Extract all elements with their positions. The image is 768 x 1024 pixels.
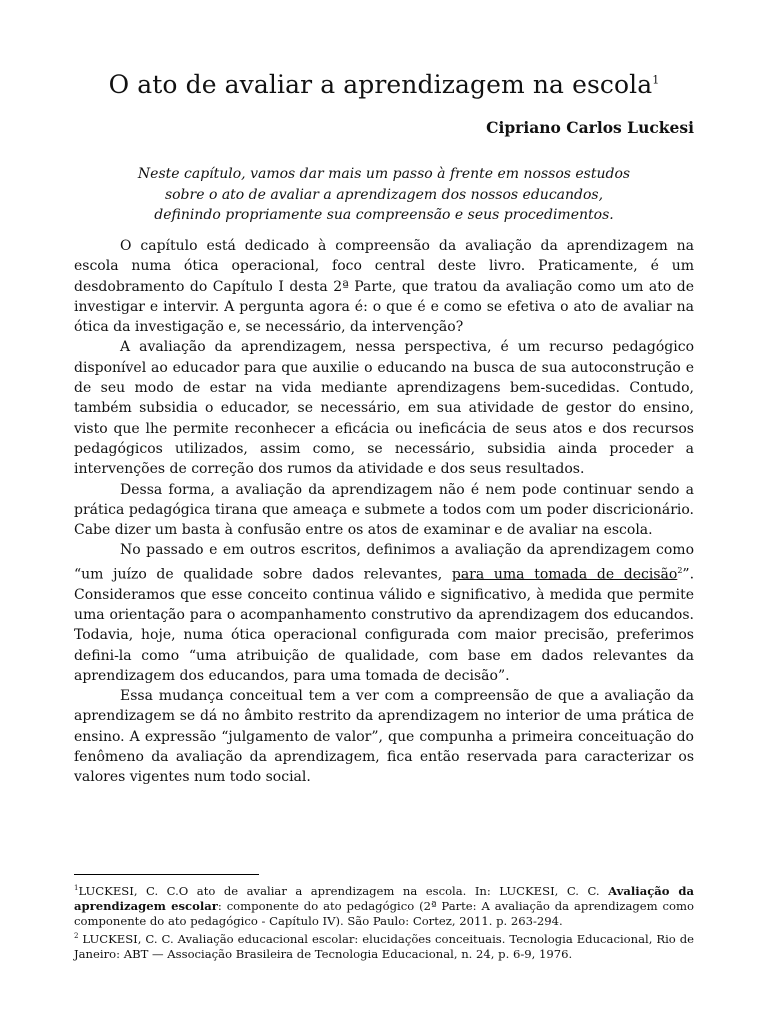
footnote-text: : componente do ato pedagógico (2ª Parte: A avaliação da aprendizagem como componente do ato pedagógico - Capítulo IV). São Paulo: Cortez, 2011. p. 263-294. <box>74 898 694 928</box>
epigraph-line: Neste capítulo, vamos dar mais um passo à frente em nossos estudos <box>137 166 631 182</box>
footnote-divider <box>74 874 259 875</box>
author-name: Cipriano Carlos Luckesi <box>486 118 694 137</box>
footnotes <box>74 881 694 962</box>
footnote-2 <box>74 929 694 962</box>
footnote-text: LUCKESI, C. C. Avaliação educacional escolar: elucidações conceituais. Tecnologia Educacional, Rio de Janeiro: ABT — Associação Brasileira de Tecnologia Educacional, n. 24, p. 6-9, 1976. <box>74 931 694 961</box>
paragraph: O capítulo está dedicado à compreensão da avaliação da aprendizagem na escola numa ótica operacional, foco central deste livro. Praticamente, é um desdobramento do Capítulo I desta 2ª Parte, que tratou da avaliação como um ato de investigar e intervir. A pergunta agora é: o que é e como se efetiva o ato de avaliar na ótica da investigação e, se necessário, da intervenção? <box>74 238 694 336</box>
footnote-1 <box>74 881 694 929</box>
paragraph: Dessa forma, a avaliação da aprendizagem não é nem pode continuar sendo a prática pedagógica tirana que ameaça e submete a todos com um poder discricionário. Cabe dizer um basta à confusão entre os atos de examinar e de avaliar na escola. <box>74 481 694 539</box>
footnote-book-title: Avaliação da aprendizagem escolar <box>74 883 694 913</box>
underlined-phrase: para uma tomada de decisão <box>451 566 678 583</box>
title-text: O ato de avaliar a aprendizagem na escola <box>108 70 653 99</box>
paragraph-text: ”. Consideramos que esse conceito continua válido e significativo, à medida que permite uma orientação para o acompanhamento construtivo da aprendizagem dos educandos. Todavia, hoje, numa ótica operacional configurada com maior precisão, preferimos defini-la como “uma atribuição de qualidade, com base em dados relevantes da aprendizagem dos educandos, para uma tomada de decisão”. <box>74 566 695 684</box>
paragraph: A avaliação da aprendizagem, nessa perspectiva, é um recurso pedagógico disponível ao educador para que auxilie o educando na busca de sua autoconstrução e de seu modo de estar na vida mediante aprendizagens bem-sucedidas. Contudo, também subsidia o educador, se necessário, em sua atividade de gestor do ensino, visto que lhe permite reconhecer a eficácia ou ineficácia de seus atos e dos recursos pedagógicos utilizados, assim como, se necessário, subsidia ainda proceder a intervenções de correção dos rumos da atividade e dos seus resultados. <box>74 339 694 478</box>
paragraph <box>74 540 694 686</box>
epigraph-line: sobre o ato de avaliar a aprendizagem dos nossos educandos, <box>164 186 604 203</box>
epigraph <box>74 164 694 226</box>
footnote-number: 1 <box>74 884 79 892</box>
body-text <box>74 236 694 788</box>
footnote-marker: 2 <box>677 565 683 575</box>
footnote-number: 2 <box>74 931 79 940</box>
footnote-text: LUCKESI, C. C.O ato de avaliar a aprendizagem na escola. In: LUCKESI, C. C. <box>78 883 609 898</box>
paragraph-text: No passado e em outros escritos, definimos a avaliação da aprendizagem como “um juízo de qualidade sobre dados relevantes, <box>74 542 694 583</box>
epigraph-line: definindo propriamente sua compreensão e seus procedimentos. <box>154 207 614 223</box>
paragraph: Essa mudança conceitual tem a ver com a compreensão de que a avaliação da aprendizagem se dá no âmbito restrito da aprendizagem no interior de uma prática de ensino. A expressão “julgamento de valor”, que compunha a primeira conceituação do fenômeno da avaliação da aprendizagem, fica então reservada para caracterizar os valores vigentes num todo social. <box>74 688 694 786</box>
page-title <box>0 70 768 99</box>
title-footnote-marker: 1 <box>652 73 660 87</box>
